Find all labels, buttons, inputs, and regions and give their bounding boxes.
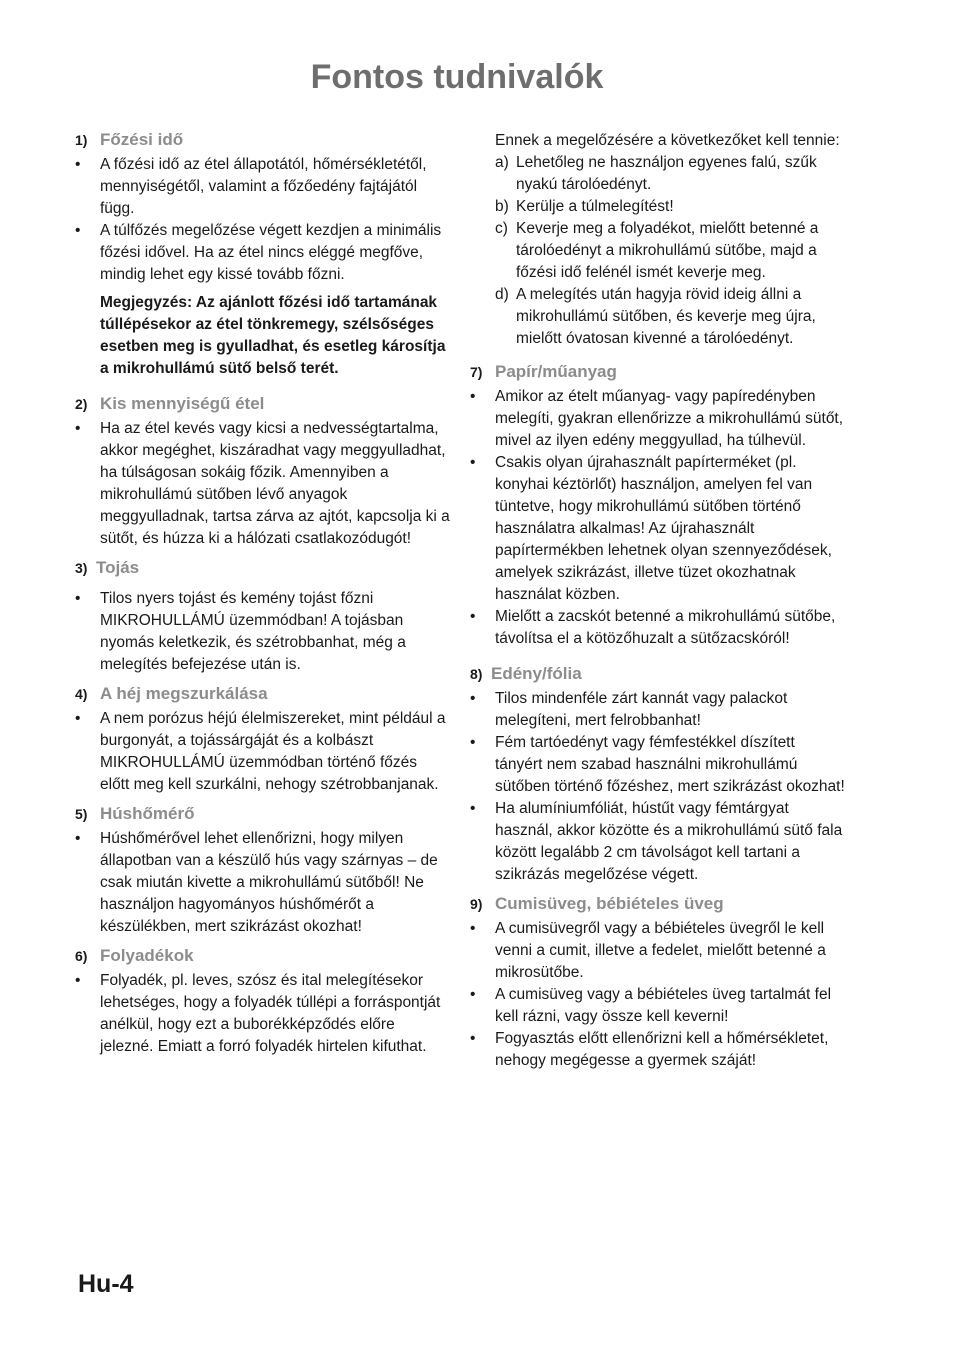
list-item: • A nem porózus héjú élelmiszereket, mint például a burgonyát, a tojássárgáját és a kolbászt MIKROHULLÁMÚ üzemmódban történő főzés előtt meg kell szurkálni, nehogy szétrobbanjanak. [75, 708, 450, 796]
bullet-icon: • [75, 420, 81, 437]
list-item: • Ha az étel kevés vagy kicsi a nedvességtartalma, akkor megéghet, kiszáradhat vagy meggyulladhat, ha túlságosan sokáig főzik. Amennyiben a mikrohullámú sütőben lévő anyagok meggyulladnak, tartsa zárva az ajtót, kapcsolja ki a sütőt, és húzza ki a hálózati csatlakozódugót! [75, 418, 450, 550]
section-dish-foil [470, 664, 845, 886]
section-number: 2) [75, 396, 88, 412]
bullet-icon: • [75, 710, 81, 727]
left-column [75, 130, 450, 1066]
list-item: • Mielőtt a zacskót betenné a mikrohullámú sütőbe, távolítsa el a kötözőhuzalt a sütőzacskóról! [470, 606, 845, 650]
section-small-quantity [75, 394, 450, 550]
section-liquids [75, 946, 450, 1058]
section-title: Edény/fólia [491, 664, 582, 683]
section-title: Tojás [96, 558, 140, 577]
list-item: • Amikor az ételt műanyag- vagy papíredényben melegíti, gyakran ellenőrizze a mikrohullámú sütőt, mivel az ilyen edény meggyullad, ha túlhevül. [470, 386, 845, 452]
continued-text: Ennek a megelőzésére a következőket kell tennie: [495, 132, 840, 149]
section-title: Papír/műanyag [495, 362, 617, 381]
list-item: • A cumisüveg vagy a bébiételes üveg tartalmát fel kell rázni, vagy össze kell keverni! [470, 984, 845, 1028]
list-item: • Húshőmérővel lehet ellenőrizni, hogy milyen állapotban van a készülő hús vagy szárnyas – de csak miután kivette a mikrohullámú sütőből! Ne használjon hagyományos húshőmérőt a készülékben, mert szikrázást okozhat! [75, 828, 450, 938]
list-item: • Tilos nyers tojást és kemény tojást főzni MIKROHULLÁMÚ üzemmódban! A tojásban nyomás keletkezik, és szétrobbanhat, még a melegítés befejezése után is. [75, 588, 450, 676]
list-item: b) Kerülje a túlmelegítést! [495, 198, 674, 215]
page-number: Hu-4 [78, 1270, 134, 1298]
section-liquids-continued [470, 130, 845, 350]
section-number: 5) [75, 806, 88, 822]
bullet-icon: • [470, 986, 476, 1003]
section-number: 9) [470, 896, 483, 912]
section-title: A héj megszurkálása [100, 684, 268, 703]
list-item: • Csakis olyan újrahasznált papírterméket (pl. konyhai kéztörlőt) használjon, amelyen fel van tüntetve, hogy mikrohullámú sütőben történő használatra alkalmas! Az újrahasznált papírtermékben lehetnek olyan szennyeződések, amelyek szikrázást, illetve tüzet okozhatnak használat közben. [470, 452, 845, 606]
bullet-icon: • [470, 454, 476, 471]
list-item: a) Lehetőleg ne használjon egyenes falú, szűk nyakú tárolóedényt. [495, 154, 817, 193]
section-title: Kis mennyiségű étel [100, 394, 265, 413]
section-title: Főzési idő [100, 130, 184, 149]
list-item: • Fém tartóedényt vagy fémfestékkel díszített tányért nem szabad használni mikrohullámú sütőben történő főzéshez, mert szikrázást okozhat! [470, 732, 845, 798]
section-meat-thermometer [75, 804, 450, 938]
section-title: Húshőmérő [100, 804, 195, 823]
list-item: d) A melegítés után hagyja rövid ideig állni a mikrohullámú sütőben, és keverje meg újra, mielőtt óvatosan kivenné a tárolóedényt. [495, 286, 816, 347]
section-number: 8) [470, 666, 483, 682]
section-egg [75, 558, 450, 676]
bullet-icon: • [470, 920, 476, 937]
list-item: • A főzési idő az étel állapotától, hőmérsékletétől, mennyiségétől, valamint a főzőedény fajtájától függ. [75, 154, 450, 220]
list-item: • Folyadék, pl. leves, szósz és ital melegítésekor lehetséges, hogy a folyadék túllépi a forráspontját anélkül, hogy ezt a buborékképződés előre jelezné. Emiatt a forró folyadék hirtelen kifuthat. [75, 970, 450, 1058]
bullet-icon: • [470, 734, 476, 751]
list-item: • A túlfőzés megelőzése végett kezdjen a minimális főzési idővel. Ha az étel nincs eléggé megfőve, mindig lehet egy kissé tovább főzni. [75, 220, 450, 286]
section-number: 7) [470, 364, 483, 380]
section-title: Cumisüveg, bébiételes üveg [495, 894, 724, 913]
bullet-icon: • [470, 608, 476, 625]
bullet-icon: • [470, 690, 476, 707]
bullet-icon: • [470, 800, 476, 817]
section-cooking-time [75, 130, 450, 380]
bullet-icon: • [470, 388, 476, 405]
bullet-icon: • [470, 1030, 476, 1047]
list-item: • A cumisüvegről vagy a bébiételes üvegről le kell venni a cumit, illetve a fedelet, mielőtt betenné a mikrosütőbe. [470, 918, 845, 984]
bullet-icon: • [75, 590, 81, 607]
section-title: Folyadékok [100, 946, 194, 965]
list-item: • Ha alumíniumfóliát, hústűt vagy fémtárgyat használ, akkor közötte és a mikrohullámú sütő fala között legalább 2 cm távolságot kell tartani a szikrázás megelőzése végett. [470, 798, 845, 886]
section-paper-plastic [470, 362, 845, 650]
section-number: 3) [75, 560, 88, 576]
section-number: 6) [75, 948, 88, 964]
note-text: Megjegyzés: Az ajánlott főzési idő tartamának túllépésekor az étel tönkremegy, szélsőséges esetben meg is gyulladhat, és esetleg károsítja a mikrohullámú sütő belső terét. [100, 294, 446, 377]
bullet-icon: • [75, 156, 81, 173]
list-item: c) Keverje meg a folyadékot, mielőtt betenné a tárolóedényt a mikrohullámú sütőbe, majd a főzési idő felénél ismét keverje meg. [495, 220, 819, 281]
bullet-icon: • [75, 830, 81, 847]
section-piercing [75, 684, 450, 796]
section-number: 1) [75, 132, 88, 148]
bullet-icon: • [75, 222, 81, 239]
right-column [470, 130, 845, 1080]
list-item: • Fogyasztás előtt ellenőrizni kell a hőmérsékletet, nehogy megégesse a gyermek száját! [470, 1028, 845, 1072]
bullet-icon: • [75, 972, 81, 989]
section-number: 4) [75, 686, 88, 702]
section-baby-bottle [470, 894, 845, 1072]
page-title: Fontos tudnivalók [310, 58, 604, 96]
list-item: • Tilos mindenféle zárt kannát vagy palackot melegíteni, mert felrobbanhat! [470, 688, 845, 732]
